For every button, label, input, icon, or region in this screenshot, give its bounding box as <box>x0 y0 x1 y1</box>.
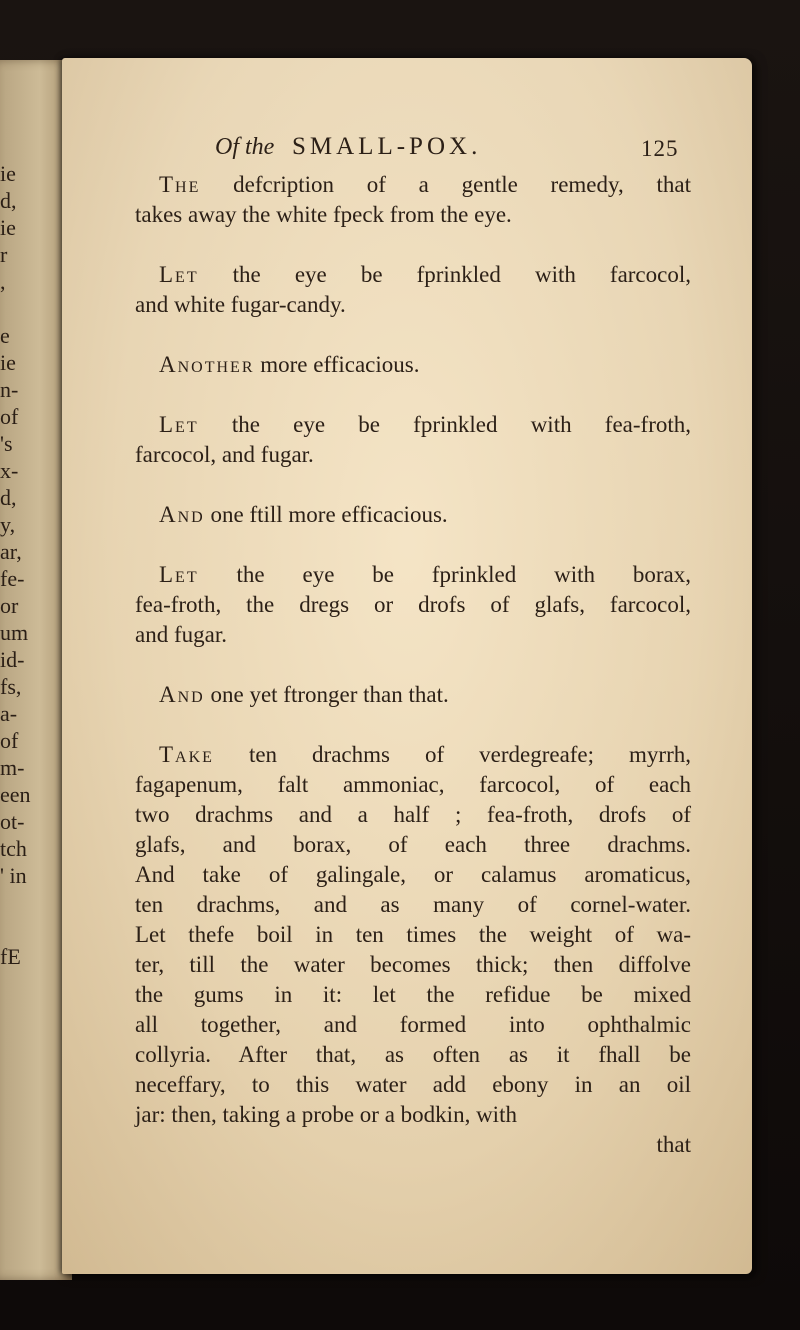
facing-page-fragment: 's <box>0 431 13 456</box>
lead-word: The <box>159 172 201 197</box>
paragraph-gap <box>135 320 691 350</box>
catchword: that <box>656 1132 691 1157</box>
book-page <box>62 58 752 1274</box>
facing-page-fragment: ie <box>0 215 16 240</box>
lead-word: Let <box>159 412 199 437</box>
header-title: SMALL-POX. <box>292 133 482 160</box>
header-of-the: Of the <box>215 134 275 160</box>
facing-page-fragment: e <box>0 323 10 348</box>
text-line <box>135 830 691 860</box>
page-text-block <box>135 130 691 1160</box>
lead-word: And <box>159 502 205 527</box>
body-text <box>135 170 691 1130</box>
text-line <box>135 860 691 890</box>
lead-word: Another <box>159 352 255 377</box>
line-text: defcription of a gentle remedy, that <box>200 172 691 197</box>
paragraph <box>135 350 691 380</box>
text-line <box>135 950 691 980</box>
facing-page-fragment <box>0 889 22 916</box>
text-line <box>135 200 691 230</box>
text-line <box>135 890 691 920</box>
paragraph-gap <box>135 230 691 260</box>
lead-word: Take <box>159 742 214 767</box>
line-text: and fugar. <box>135 622 227 647</box>
paragraph-gap <box>135 380 691 410</box>
facing-page-fragment: x- <box>0 458 19 483</box>
text-line <box>135 620 691 650</box>
paragraph-gap <box>135 470 691 500</box>
line-text: one yet ftronger than that. <box>204 682 449 707</box>
facing-page-text-fragments <box>0 160 31 970</box>
facing-page-fragment: tch <box>0 836 27 861</box>
text-line <box>135 590 691 620</box>
text-line <box>135 410 691 440</box>
line-text: jar: then, taking a probe or a bodkin, with <box>135 1102 517 1127</box>
text-line <box>135 260 691 290</box>
lead-word: Let <box>159 562 199 587</box>
paragraph <box>135 740 691 1130</box>
facing-page-fragment: m- <box>0 755 25 780</box>
line-text: the eye be fprinkled with fea-froth, <box>198 412 691 437</box>
line-text: ten drachms, and as many of cornel-water. <box>135 892 691 917</box>
facing-page-fragment: of <box>0 728 19 753</box>
paragraph-gap <box>135 530 691 560</box>
paragraph <box>135 170 691 230</box>
text-line <box>135 770 691 800</box>
facing-page-fragment: ie <box>0 350 16 375</box>
text-line <box>135 440 691 470</box>
facing-page-fragment: y, <box>0 512 16 537</box>
facing-page-fragment: ' in <box>0 863 27 888</box>
line-text: and white fugar-candy. <box>135 292 346 317</box>
paragraph <box>135 260 691 320</box>
paragraph <box>135 410 691 470</box>
line-text: And take of galingale, or calamus aromaticus, <box>135 862 691 887</box>
facing-page-fragment: een <box>0 782 31 807</box>
text-line <box>135 170 691 200</box>
facing-page-fragment: fE <box>0 944 21 969</box>
line-text: fea-froth, the dregs or drofs of glafs, farcocol, <box>135 592 691 617</box>
facing-page-fragment: ie <box>0 161 16 186</box>
facing-page-fragment: r <box>0 242 8 267</box>
text-line <box>135 920 691 950</box>
line-text: the gums in it: let the refidue be mixed <box>135 982 691 1007</box>
lead-word: Let <box>159 262 199 287</box>
text-line <box>135 350 691 380</box>
facing-page-fragment: ar, <box>0 539 22 564</box>
facing-page-fragment: or <box>0 593 19 618</box>
facing-page-fragment <box>0 916 22 943</box>
text-line <box>135 1040 691 1070</box>
paragraph-gap <box>135 710 691 740</box>
line-text: neceffary, to this water add ebony in an oil <box>135 1072 691 1097</box>
line-text: fagapenum, falt ammoniac, farcocol, of each <box>135 772 691 797</box>
facing-page-fragment: fs, <box>0 674 22 699</box>
facing-page-fragment: um <box>0 620 29 645</box>
facing-page-fragment: d, <box>0 485 17 510</box>
paragraph <box>135 680 691 710</box>
line-text: all together, and formed into ophthalmic <box>135 1012 691 1037</box>
facing-page-fragment: a- <box>0 701 18 726</box>
line-text: ten drachms of verdegreafe; myrrh, <box>213 742 691 767</box>
paragraph <box>135 560 691 650</box>
page-number: 125 <box>641 136 679 161</box>
line-text: the eye be fprinkled with farcocol, <box>198 262 691 287</box>
text-line <box>135 500 691 530</box>
facing-page-fragment: ot- <box>0 809 25 834</box>
line-text: Let thefe boil in ten times the weight of wa- <box>135 922 691 947</box>
line-text: collyria. After that, as often as it fhall be <box>135 1042 691 1067</box>
lead-word: And <box>159 682 205 707</box>
line-text: one ftill more efficacious. <box>204 502 448 527</box>
paragraph-gap <box>135 650 691 680</box>
text-line <box>135 680 691 710</box>
text-line <box>135 290 691 320</box>
facing-page-fragment: fe- <box>0 566 25 591</box>
text-line <box>135 1010 691 1040</box>
line-text: the eye be fprinkled with borax, <box>198 562 691 587</box>
text-line <box>135 740 691 770</box>
text-line <box>135 800 691 830</box>
line-text: takes away the white fpeck from the eye. <box>135 202 512 227</box>
facing-page-fragment: n- <box>0 377 19 402</box>
facing-page-fragment: , <box>0 269 6 294</box>
line-text: glafs, and borax, of each three drachms. <box>135 832 691 857</box>
facing-page-fragment <box>0 295 22 322</box>
line-text: ter, till the water becomes thick; then diffolve <box>135 952 691 977</box>
facing-page-fragment: d, <box>0 188 17 213</box>
paragraph <box>135 500 691 530</box>
text-line <box>135 980 691 1010</box>
line-text: farcocol, and fugar. <box>135 442 314 467</box>
line-text: two drachms and a half ; fea-froth, drofs of <box>135 802 691 827</box>
text-line <box>135 1100 691 1130</box>
running-header <box>135 130 691 170</box>
line-text: more efficacious. <box>254 352 420 377</box>
facing-page-fragment: id- <box>0 647 25 672</box>
text-line <box>135 560 691 590</box>
text-line <box>135 1070 691 1100</box>
facing-page-fragment: of <box>0 404 19 429</box>
